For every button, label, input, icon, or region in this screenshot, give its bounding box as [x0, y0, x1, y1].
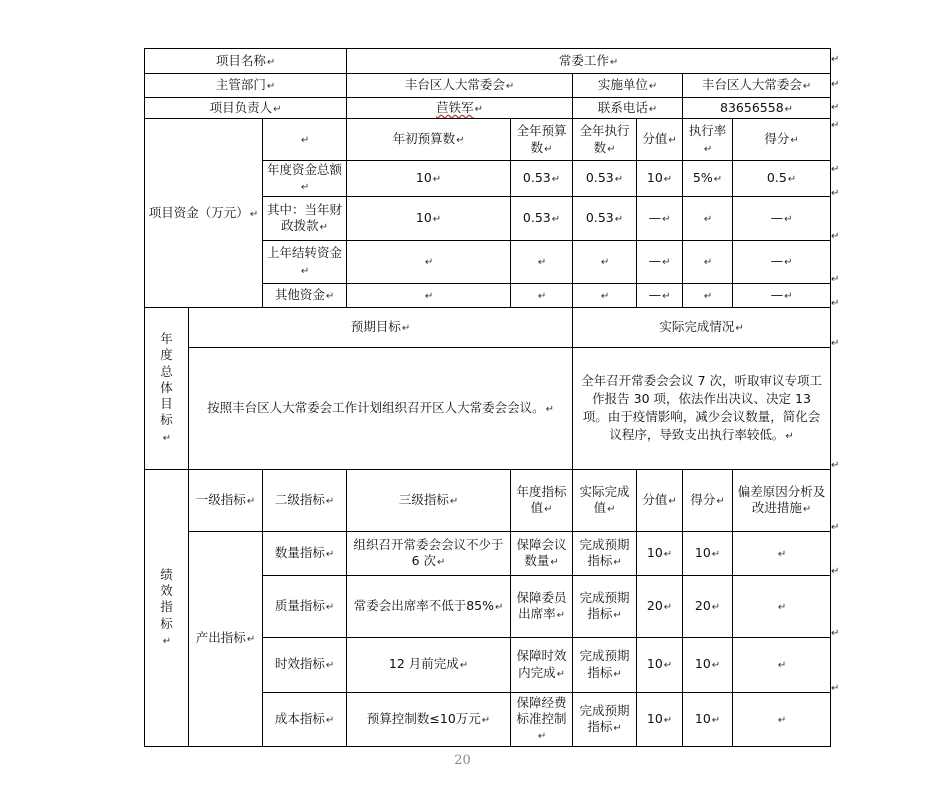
impl-value: 丰台区人大常委会↵ [683, 74, 831, 98]
perf-level3: 常委会出席率不低于85%↵ [347, 575, 511, 637]
table-row [145, 531, 831, 575]
perf-deviation: ↵ [733, 531, 831, 575]
row-funds-header [145, 119, 831, 161]
funds-other-initial: ↵ [347, 283, 511, 307]
project-name-value: 常委工作↵ [347, 49, 831, 74]
perf-actual: 完成预期指标↵ [573, 531, 637, 575]
leader-label: 项目负责人↵ [145, 98, 347, 119]
leader-value: 苣铁军↵ [347, 98, 573, 119]
perf-value: 10↵ [637, 637, 683, 692]
perf-level3: 预算控制数≤10万元↵ [347, 692, 511, 746]
row-department [145, 74, 831, 98]
funds-other-value: —↵ [637, 283, 683, 307]
perf-target: 保障时效内完成↵ [511, 637, 573, 692]
row-end-mark: ↵ [831, 338, 840, 349]
header-level1: 一级指标↵ [189, 469, 263, 531]
header-full-year-exec: 全年执行数↵ [573, 119, 637, 161]
header-annual-target: 年度指标值↵ [511, 469, 573, 531]
page-number: 20 [454, 753, 471, 768]
funds-other-label: 其他资金↵ [263, 283, 347, 307]
perf-actual: 完成预期指标↵ [573, 575, 637, 637]
header-level2: 二级指标↵ [263, 469, 347, 531]
row-end-mark: ↵ [831, 628, 840, 639]
funds-total-exec: 0.53↵ [573, 161, 637, 197]
funds-other-budget: ↵ [511, 283, 573, 307]
funds-other-score: —↵ [733, 283, 831, 307]
funds-total-score: 0.5↵ [733, 161, 831, 197]
funds-carryover-value: —↵ [637, 240, 683, 283]
header-level3: 三级指标↵ [347, 469, 511, 531]
funds-fiscal-budget: 0.53↵ [511, 196, 573, 240]
project-name-label: 项目名称↵ [145, 49, 347, 74]
actual-goal-text: 全年召开常委会会议 7 次，听取审议专项工作报告 30 项，依法作出决议、决定 13 项。由于疫情影响，减少会议数量，简化会议程序，导致支出执行率较低。↵ [573, 347, 831, 469]
perf-target: 保障委员出席率↵ [511, 575, 573, 637]
funds-fiscal-label: 其中：当年财政拨款↵ [263, 196, 347, 240]
header-deviation: 偏差原因分析及改进措施↵ [733, 469, 831, 531]
row-project-name [145, 49, 831, 74]
funds-total-budget: 0.53↵ [511, 161, 573, 197]
perf-target: 保障会议数量↵ [511, 531, 573, 575]
funds-carryover-label: 上年结转资金↵ [263, 240, 347, 283]
funds-total-rate: 5%↵ [683, 161, 733, 197]
perf-actual: 完成预期指标↵ [573, 692, 637, 746]
performance-table [144, 48, 831, 747]
perf-level3: 12 月前完成↵ [347, 637, 511, 692]
perf-target: 保障经费标准控制↵ [511, 692, 573, 746]
perf-score: 20↵ [683, 575, 733, 637]
header-full-year-budget: 全年预算数↵ [511, 119, 573, 161]
perf-level2: 时效指标↵ [263, 637, 347, 692]
level1-output: 产出指标↵ [189, 531, 263, 746]
row-end-mark: ↵ [831, 460, 840, 471]
funds-carryover-exec: ↵ [573, 240, 637, 283]
funds-total-value: 10↵ [637, 161, 683, 197]
row-end-mark: ↵ [831, 683, 840, 694]
funds-fiscal-rate: ↵ [683, 196, 733, 240]
header-score: 得分↵ [733, 119, 831, 161]
perf-level2: 质量指标↵ [263, 575, 347, 637]
funds-carryover-score: —↵ [733, 240, 831, 283]
row-performance-header [145, 469, 831, 531]
row-annual-goal-header [145, 307, 831, 347]
funds-other-rate: ↵ [683, 283, 733, 307]
impl-label: 实施单位↵ [573, 74, 683, 98]
perf-level2: 成本指标↵ [263, 692, 347, 746]
funds-carryover-budget: ↵ [511, 240, 573, 283]
dept-label: 主管部门↵ [145, 74, 347, 98]
phone-value: 83656558↵ [683, 98, 831, 119]
row-end-mark: ↵ [831, 102, 840, 113]
header-initial-budget: 年初预算数↵ [347, 119, 511, 161]
funds-fiscal-initial: 10↵ [347, 196, 511, 240]
funds-other-exec: ↵ [573, 283, 637, 307]
funds-carryover-rate: ↵ [683, 240, 733, 283]
perf-deviation: ↵ [733, 637, 831, 692]
header-exec-rate: 执行率↵ [683, 119, 733, 161]
row-leader [145, 98, 831, 119]
perf-score: 10↵ [683, 637, 733, 692]
row-end-mark: ↵ [831, 522, 840, 533]
funds-fiscal-exec: 0.53↵ [573, 196, 637, 240]
header-perf-score: 得分↵ [683, 469, 733, 531]
row-end-mark: ↵ [831, 231, 840, 242]
perf-level2: 数量指标↵ [263, 531, 347, 575]
perf-deviation: ↵ [733, 692, 831, 746]
funds-total-label: 年度资金总额↵ [263, 161, 347, 197]
actual-goal-header: 实际完成情况↵ [573, 307, 831, 347]
expected-goal-text: 按照丰台区人大常委会工作计划组织召开区人大常委会会议。↵ [189, 347, 573, 469]
perf-value: 10↵ [637, 692, 683, 746]
perf-value: 10↵ [637, 531, 683, 575]
funds-section-label: 项目资金（万元）↵ [145, 119, 263, 308]
dept-value: 丰台区人大常委会↵ [347, 74, 573, 98]
funds-header-empty: ↵ [263, 119, 347, 161]
row-end-mark: ↵ [831, 120, 840, 131]
performance-section-label: 绩效指标 ↵ [145, 469, 189, 746]
annual-goal-section-label: 年度总体目标 ↵ [145, 307, 189, 469]
perf-actual: 完成预期指标↵ [573, 637, 637, 692]
row-annual-goal-body [145, 347, 831, 469]
phone-label: 联系电话↵ [573, 98, 683, 119]
expected-goal-header: 预期目标↵ [189, 307, 573, 347]
header-perf-score-value: 分值↵ [637, 469, 683, 531]
funds-total-initial: 10↵ [347, 161, 511, 197]
perf-value: 20↵ [637, 575, 683, 637]
header-score-value: 分值↵ [637, 119, 683, 161]
row-end-mark: ↵ [831, 164, 840, 175]
row-end-mark: ↵ [831, 54, 840, 65]
row-end-mark: ↵ [831, 79, 840, 90]
row-end-mark: ↵ [831, 566, 840, 577]
perf-level3: 组织召开常委会会议不少于 6 次↵ [347, 531, 511, 575]
header-actual-value: 实际完成值↵ [573, 469, 637, 531]
perf-score: 10↵ [683, 531, 733, 575]
row-end-mark: ↵ [831, 298, 840, 309]
row-end-mark: ↵ [831, 274, 840, 285]
perf-deviation: ↵ [733, 575, 831, 637]
funds-fiscal-value: —↵ [637, 196, 683, 240]
funds-fiscal-score: —↵ [733, 196, 831, 240]
row-end-mark: ↵ [831, 188, 840, 199]
perf-score: 10↵ [683, 692, 733, 746]
funds-carryover-initial: ↵ [347, 240, 511, 283]
